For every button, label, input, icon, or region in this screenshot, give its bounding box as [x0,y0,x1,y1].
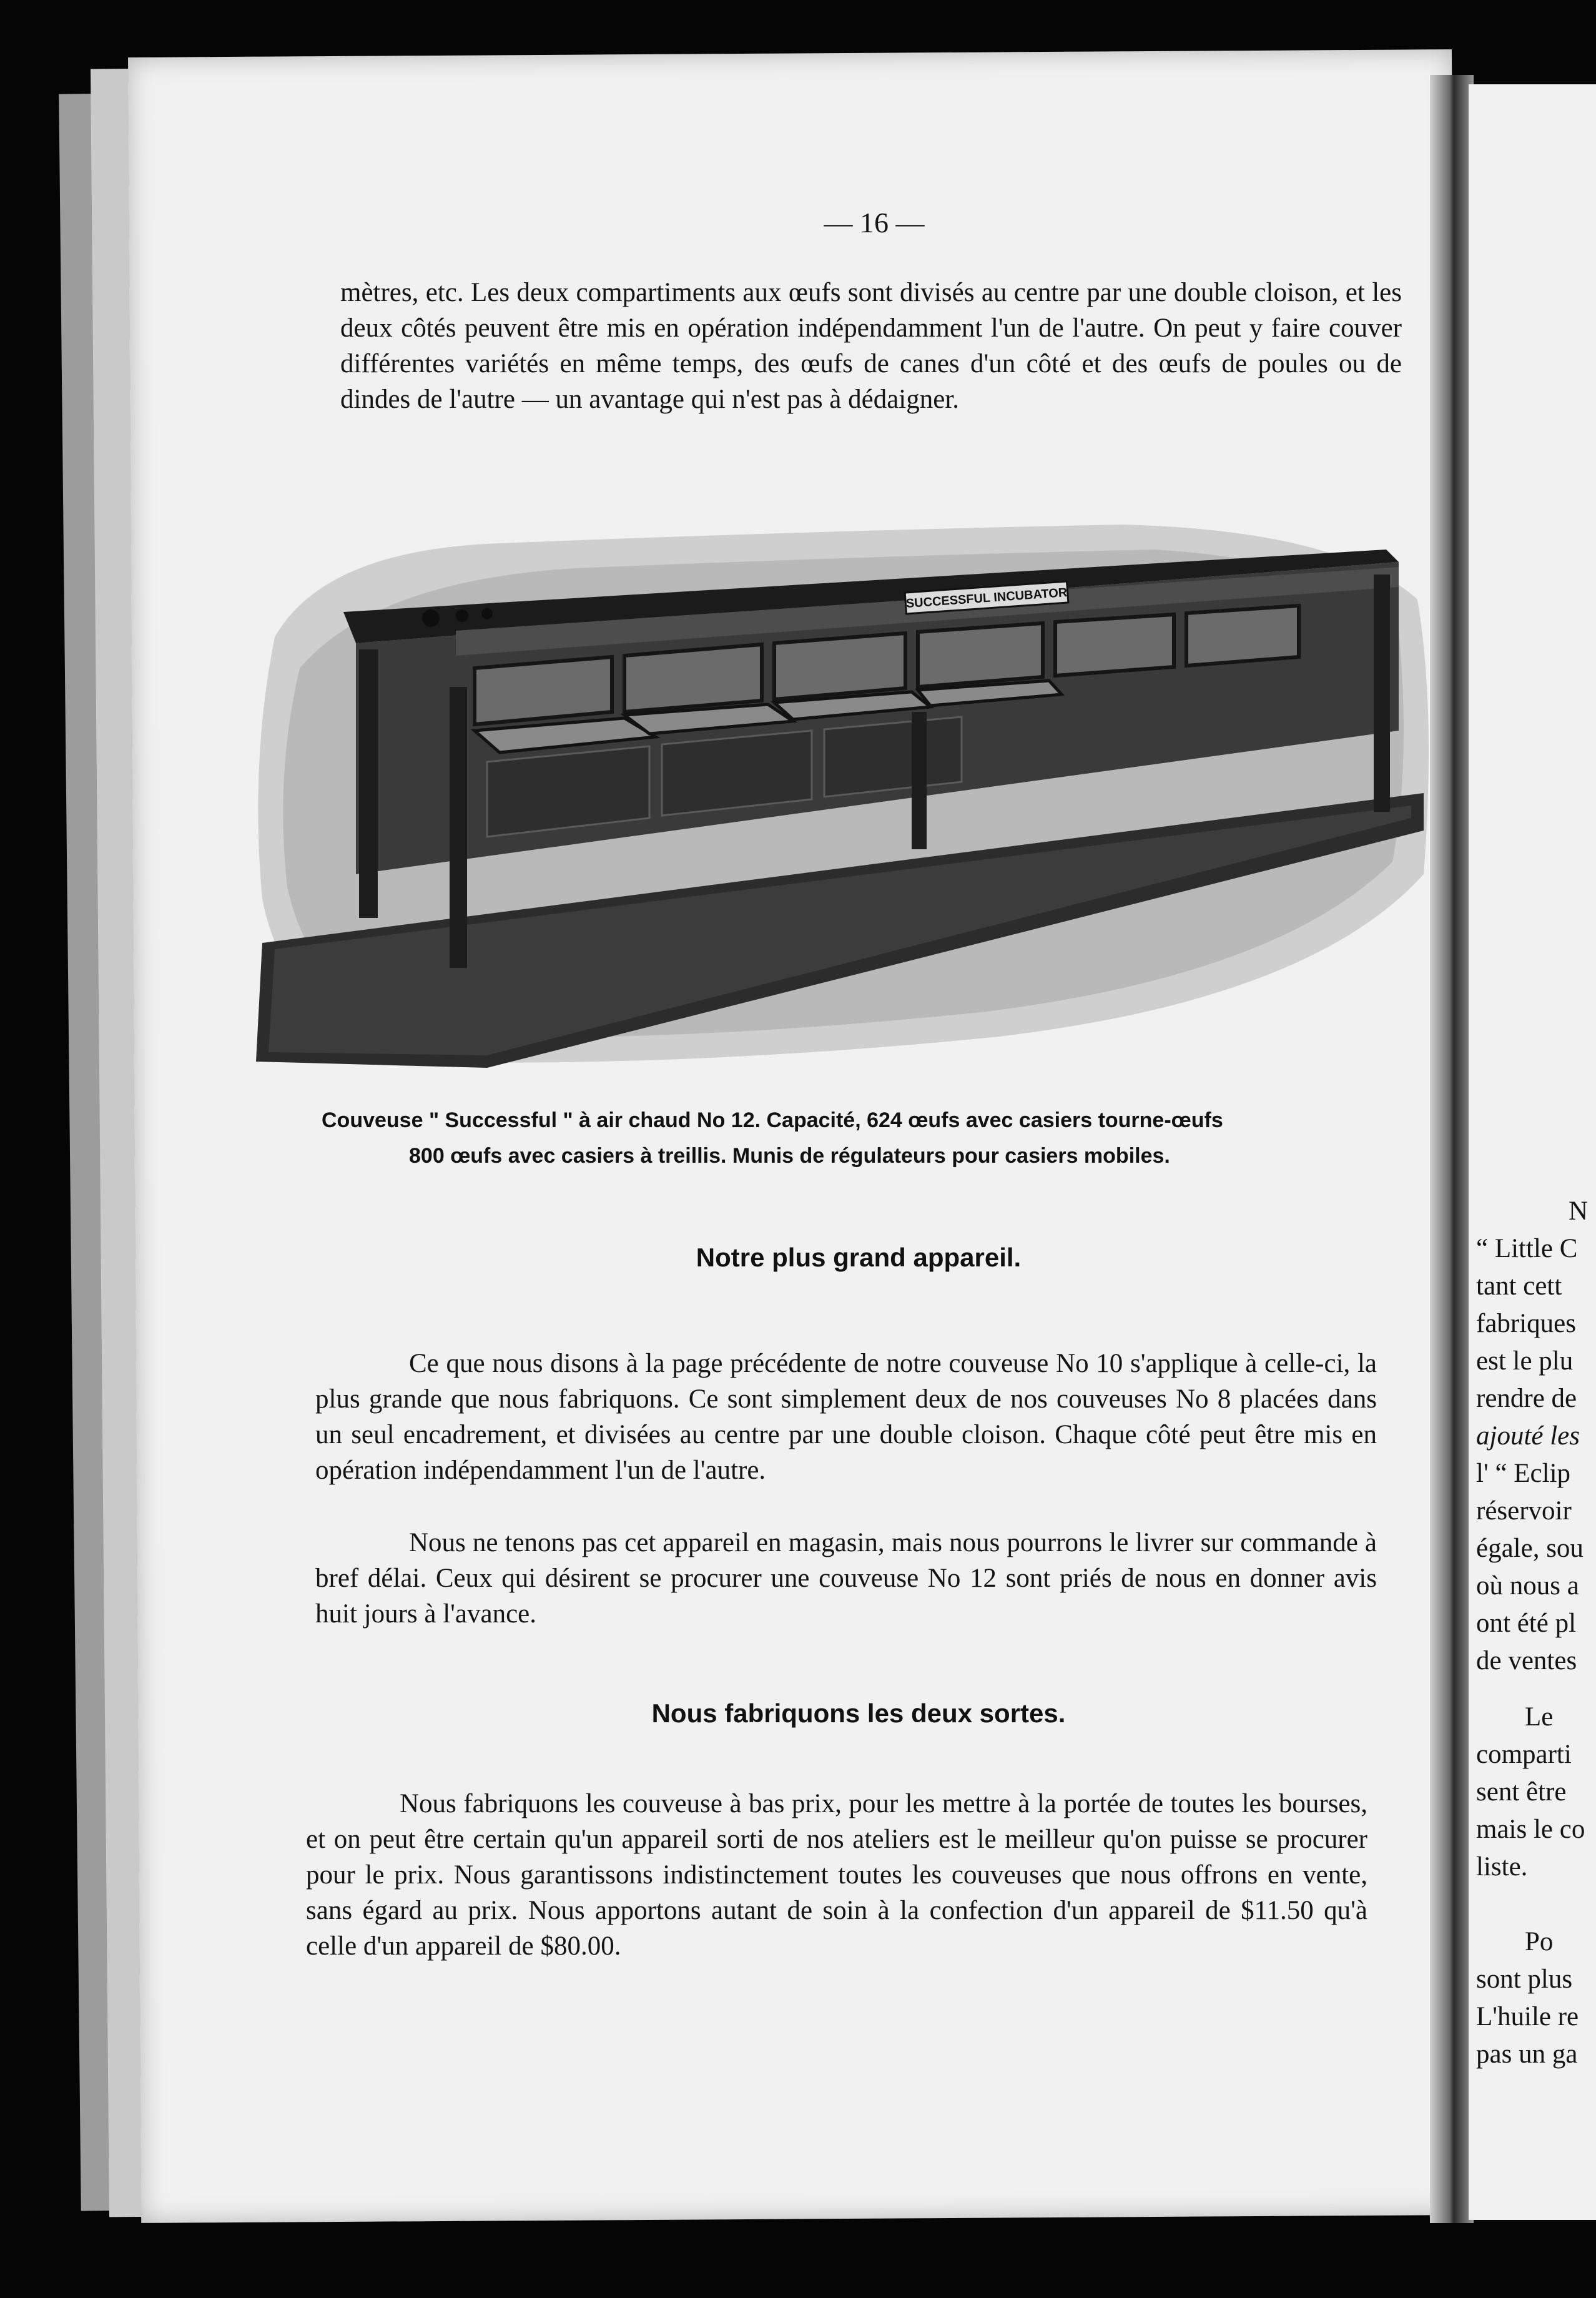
facing-page-line: Po [1525,1927,1554,1956]
paragraph-top: mètres, etc. Les deux compartiments aux œufs sont divisés au centre par une double cloison, et les deux côtés peuvent être mis en opération indépendamment l'un de l'autre. On peut y faire couver différentes variétés en même temps, des œufs de canes d'un côté et des œufs de poules ou de dindes de l'autre — un avantage qui n'est pas à dédaigner. [340,278,1402,414]
facing-page-line: N [1569,1196,1589,1226]
facing-page-line: où nous a [1476,1571,1579,1600]
paragraph-two-kinds-text: Nous fabriquons les couveuse à bas prix, pour les mettre à la portée de toutes les bourses, et on peut être certain qu'un appareil sorti de nos ateliers est le meilleur qu'on puisse se procurer pour le prix. Nous garantissons indistinctement toutes les couveuses que nous offrons en vente, sans égard au prix. Nous apportons autant de soin à la confection d'un appareil de $11.50 qu'à celle d'un appareil de $80.00. [306,1789,1367,1961]
facing-page-line: tant cett [1476,1271,1562,1301]
facing-page-line: égale, sou [1476,1534,1584,1563]
facing-page-line: “ Little C [1476,1234,1578,1263]
paragraph-order [315,1525,1377,1632]
paragraph-two-kinds [306,1786,1367,1964]
facing-page-line: ont été pl [1476,1609,1577,1638]
facing-page-line: est le plu [1476,1346,1574,1376]
facing-page-line: Le [1525,1702,1554,1732]
paragraph-biggest-unit-text: Ce que nous disons à la page précédente de notre couveuse No 10 s'applique à celle-ci, la plus grande que nous fabriquons. Ce sont simplement deux de nos couveuses No 8 placées dans un seul encadrement, et divisées au centre par une double cloison. Chaque côté peut être mis en opération indépendamment l'un de l'autre. [315,1349,1377,1485]
figure-caption-line-1: Couveuse " Successful " à air chaud No 12. Capacité, 624 œufs avec casiers tourne-œufs [322,1108,1223,1132]
facing-page-line: rendre de [1476,1384,1577,1413]
facing-page-line: pas un ga [1476,2039,1578,2069]
facing-page-line: comparti [1476,1740,1572,1769]
paragraph-biggest-unit [315,1346,1377,1488]
page-number: — 16 — [824,207,925,239]
facing-page-line: réservoir [1476,1496,1572,1526]
facing-page-line: ajouté les [1476,1421,1580,1451]
section-heading-two-kinds: Nous fabriquons les deux sortes. [651,1699,1066,1728]
book-page-right [1469,84,1596,2220]
facing-page-line: fabriques [1476,1309,1576,1338]
facing-page-line: l' “ Eclip [1476,1459,1571,1488]
incubator-illustration-icon [250,525,1436,1074]
facing-page-line: liste. [1476,1852,1528,1881]
facing-page-line: sent être [1476,1777,1567,1807]
facing-page-line: de ventes [1476,1646,1577,1675]
facing-page-line: mais le co [1476,1815,1585,1844]
incubator-sign-text: SUCCESSFUL INCUBATOR [905,585,1068,611]
paragraph-order-text: Nous ne tenons pas cet appareil en magasin, mais nous pourrons le livrer sur commande à bref délai. Ceux qui désirent se procurer une couveuse No 12 sont priés de nous en donner avis huit jours à l'avance. [315,1528,1377,1629]
section-heading-biggest-unit: Notre plus grand appareil. [696,1243,1022,1272]
book-gutter [1430,75,1474,2223]
facing-page-line: L'huile re [1476,2002,1579,2031]
figure-caption-line-2: 800 œufs avec casiers à treillis. Munis de régulateurs pour casiers mobiles. [409,1144,1170,1168]
facing-page-line: sont plus [1476,1965,1573,1994]
